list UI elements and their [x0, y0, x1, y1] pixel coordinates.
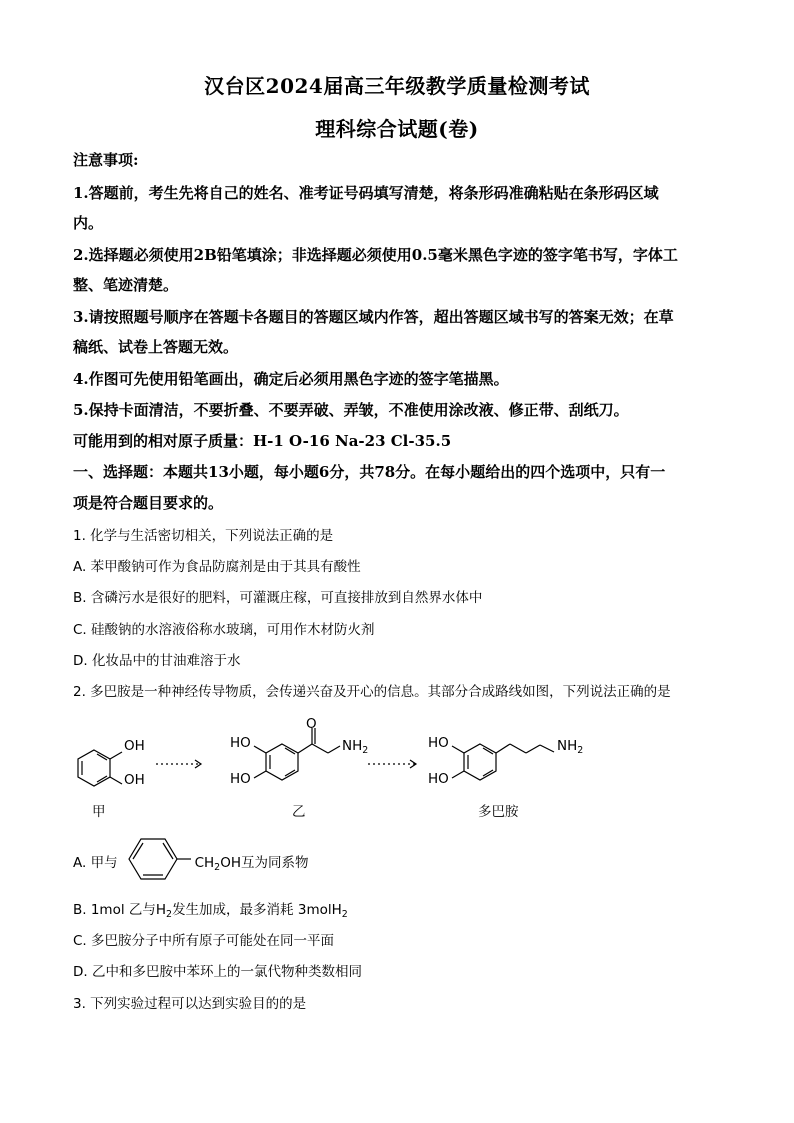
- jia-oh-bottom: OH: [124, 772, 145, 788]
- q2-option-c: C. 多巴胺分子中所有原子可能处在同一平面: [73, 933, 335, 949]
- note-line-5: 3.请按照题号顺序在答题卡各题目的答题区域内作答，超出答题区域书写的答案无效；在草: [73, 308, 674, 326]
- q3-stem: 3. 下列实验过程可以达到实验目的的是: [73, 996, 307, 1012]
- note-line-1: 1.答题前，考生先将自己的姓名、准考证号码填写清楚，将条形码准确粘贴在条形码区域: [73, 184, 659, 202]
- synthesis-scheme: [70, 712, 630, 822]
- q2-stem: 2. 多巴胺是一种神经传导物质，会传递兴奋及开心的信息。其部分合成路线如图，下列说法正确的是: [73, 684, 671, 700]
- yi-carbonyl-o: O: [306, 716, 317, 732]
- q1-option-a: A. 苯甲酸钠可作为食品防腐剂是由于其具有酸性: [73, 559, 361, 575]
- note-line-7: 4.作图可先使用铅笔画出，确定后必须用黑色字迹的签字笔描黑。: [73, 370, 509, 388]
- yi-ho-top: HO: [230, 735, 251, 751]
- label-dopamine: 多巴胺: [478, 804, 519, 820]
- notes-heading: 注意事项:: [73, 151, 139, 169]
- note-line-4: 整、笔迹清楚。: [73, 276, 179, 294]
- q1-stem: 1. 化学与生活密切相关，下列说法正确的是: [73, 528, 334, 544]
- dopamine-ho-top: HO: [428, 735, 449, 751]
- ring-dopamine: [464, 744, 496, 780]
- label-jia: 甲: [92, 804, 106, 820]
- note-line-2: 内。: [73, 214, 104, 232]
- q1-option-b: B. 含磷污水是很好的肥料，可灌溉庄稼，可直接排放到自然界水体中: [73, 590, 483, 606]
- exam-title: 汉台区2024届高三年级教学质量检测考试: [204, 74, 590, 98]
- dopamine-amine: $NH_2$: [557, 738, 584, 756]
- q2-option-d: D. 乙中和多巴胺中苯环上的一氯代物种类数相同: [73, 964, 362, 980]
- q1-option-d: D. 化妆品中的甘油难溶于水: [73, 653, 241, 669]
- section-heading-line-1: 一、选择题：本题共13小题，每小题6分，共78分。在每小题给出的四个选项中，只有一: [73, 463, 666, 481]
- q1-option-c: C. 硅酸钠的水溶液俗称水玻璃，可用作木材防火剂: [73, 622, 375, 638]
- q2-option-b: B. 1mol 乙与$H_2$发生加成，最多消耗 3molH$_2$: [73, 902, 348, 920]
- exam-subtitle: 理科综合试题(卷): [315, 117, 479, 141]
- label-yi: 乙: [292, 804, 306, 820]
- section-heading-line-2: 项是符合题目要求的。: [73, 494, 224, 512]
- atomic-mass-line: 可能用到的相对原子质量：H-1 O-16 Na-23 Cl-35.5: [73, 432, 452, 450]
- dopamine-ho-bottom: HO: [428, 771, 449, 787]
- note-line-3: 2.选择题必须使用2B铅笔填涂；非选择题必须使用0.5毫米黑色字迹的签字笔书写，字体工: [73, 246, 678, 264]
- note-line-8: 5.保持卡面清洁，不要折叠、不要弄破、弄皱，不准使用涂改液、修正带、刮纸刀。: [73, 401, 629, 419]
- note-line-6: 稿纸、试卷上答题无效。: [73, 338, 239, 356]
- jia-oh-top: OH: [124, 738, 145, 754]
- yi-ho-bottom: HO: [230, 771, 251, 787]
- ring-jia: [78, 750, 110, 786]
- benzyl-alcohol-structure: [115, 834, 195, 884]
- ring-yi: [266, 744, 298, 780]
- yi-amine: $NH_2$: [342, 738, 369, 756]
- q2-option-a: A. 甲与 $CH_2OH$互为同系物: [73, 855, 309, 873]
